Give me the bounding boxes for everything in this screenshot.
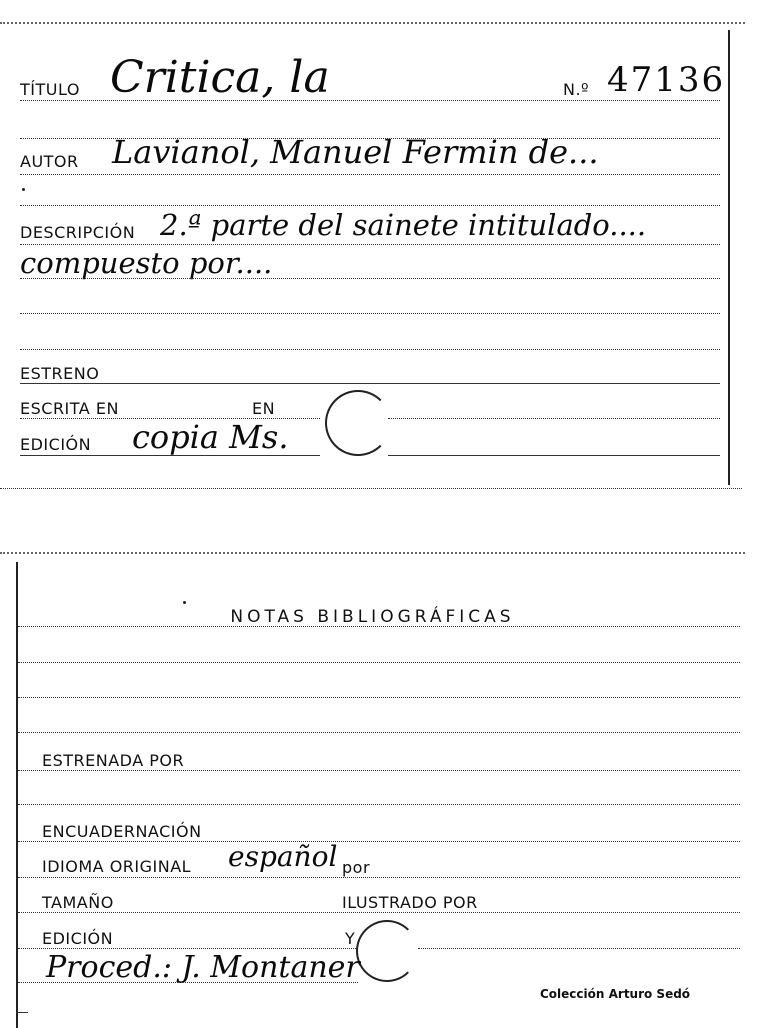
edicion-line-a (20, 455, 320, 456)
notas-line-1 (18, 626, 740, 627)
proced-line (18, 982, 358, 983)
stray-dot (22, 188, 25, 191)
estreno-line (20, 383, 720, 384)
catalog-card-bottom (0, 540, 745, 1028)
notas-line-3 (18, 697, 740, 698)
notas-bibliograficas-title: NOTAS BIBLIOGRÁFICAS (230, 607, 515, 627)
estrenada-por-line (18, 770, 740, 771)
tamano-line (18, 912, 740, 913)
edicion-label-bottom: EDICIÓN (42, 929, 114, 948)
card-bottom-edge (0, 488, 742, 489)
encuadernacion-label: ENCUADERNACIÓN (42, 822, 202, 841)
card-right-border (728, 30, 730, 485)
descripcion-label: DESCRIPCIÓN (20, 223, 136, 242)
idioma-line (18, 877, 740, 878)
descripcion-line-3 (20, 313, 720, 314)
punch-hole-circle (325, 390, 391, 456)
blank-line (18, 804, 740, 805)
en-label: EN (252, 399, 276, 418)
edicion-line-b (418, 948, 740, 949)
numero-value: 47136 (607, 60, 726, 100)
por-label: por (342, 858, 371, 877)
card-top-edge (0, 22, 745, 24)
descripcion-line-4 (20, 349, 720, 350)
notas-line-2 (18, 662, 740, 663)
numero-label: N.º (563, 80, 590, 99)
catalog-card-top (0, 0, 745, 495)
edicion-label: EDICIÓN (20, 435, 92, 454)
autor-value: Lavianol, Manuel Fermin de... (112, 133, 599, 171)
autor-line (20, 174, 720, 175)
notas-line-4 (18, 732, 740, 733)
idioma-original-value: español (228, 840, 338, 873)
estreno-label: ESTRENO (20, 364, 100, 383)
descripcion-line2: compuesto por.... (20, 246, 273, 280)
descripcion-line-2 (20, 278, 720, 279)
ilustrado-por-label: ILUSTRADO POR (342, 893, 478, 912)
stray-dot (183, 601, 186, 604)
edicion-line-a (18, 948, 358, 949)
y-label: Y (345, 929, 356, 948)
titulo-label: TÍTULO (20, 80, 80, 99)
procedencia-value: Proced.: J. Montaner (46, 950, 360, 985)
edicion-line-b (388, 455, 720, 456)
punch-hole-circle (356, 920, 418, 982)
card-top-edge (0, 552, 745, 554)
encuadernacion-line (18, 841, 740, 842)
tamano-label: TAMAÑO (42, 893, 114, 912)
idioma-original-label: IDIOMA ORIGINAL (42, 857, 192, 876)
escrita-en-line-b (388, 418, 720, 419)
estrenada-por-label: ESTRENADA POR (42, 751, 185, 770)
titulo-line (20, 100, 720, 101)
coleccion-credit: Colección Arturo Sedó (540, 987, 691, 1001)
autor-label: AUTOR (20, 152, 79, 171)
blank-line (20, 205, 720, 206)
escrita-en-label: ESCRITA EN (20, 399, 119, 418)
bottom-tick (16, 1012, 28, 1013)
card-left-border (16, 562, 18, 1028)
descripcion-line1: 2.ª parte del sainete intitulado.... (160, 208, 647, 242)
edicion-value: copia Ms. (132, 418, 289, 456)
titulo-value: Critica, la (110, 52, 330, 103)
descripcion-line-1 (20, 244, 720, 245)
